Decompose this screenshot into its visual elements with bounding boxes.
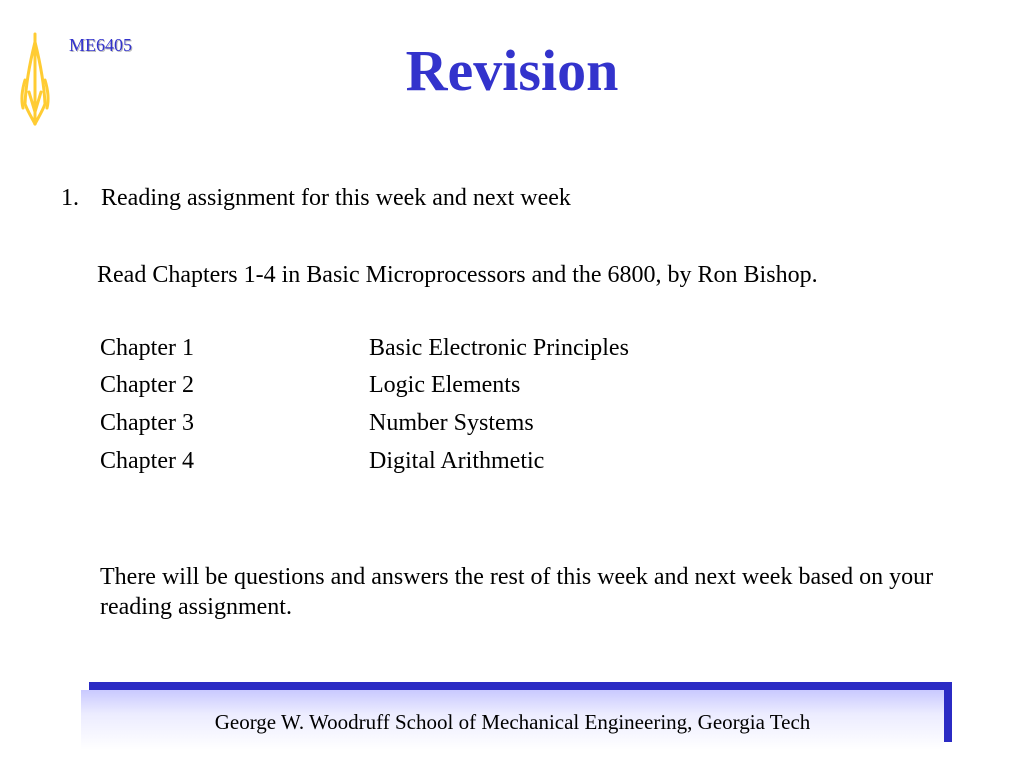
chapter-row [100,448,800,478]
list-item-number: 1. [61,185,79,211]
chapter-name: Chapter 3 [100,410,194,436]
chapter-name: Chapter 4 [100,448,194,474]
chapter-name: Chapter 2 [100,372,194,398]
chapter-topic: Number Systems [369,410,534,436]
chapter-name: Chapter 1 [100,335,194,361]
slide-title: Revision [405,38,619,103]
list-item-text: Reading assignment for this week and next week [101,185,571,211]
qa-note: There will be questions and answers the rest of this week and next week based on your reading assignment. [100,564,934,620]
reading-assignment-line: Read Chapters 1-4 in Basic Microprocessors and the 6800, by Ron Bishop. [97,262,818,288]
chapter-row [100,335,800,365]
footer-text: George W. Woodruff School of Mechanical Engineering, Georgia Tech [214,709,811,734]
course-code: ME6405 [69,35,132,55]
chapter-topic: Digital Arithmetic [369,448,545,474]
chapter-row [100,372,800,402]
chapter-topic: Basic Electronic Principles [369,335,629,361]
footer-banner [81,690,944,750]
chapter-topic: Logic Elements [369,372,521,398]
chapter-row [100,410,800,440]
